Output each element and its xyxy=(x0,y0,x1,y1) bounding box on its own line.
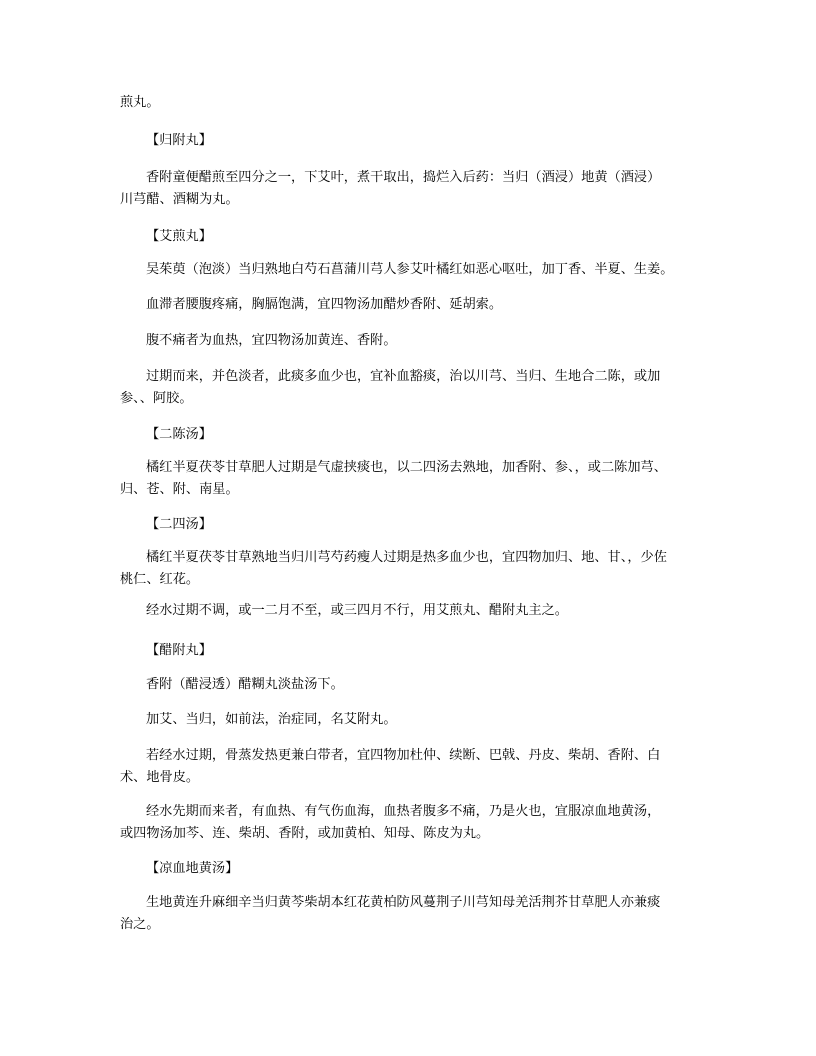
text-line: 参、、阿胶。 xyxy=(120,391,193,406)
text-line: 经水过期不调，或一二月不至，或三四月不行，用艾煎丸、醋附丸主之。 xyxy=(146,603,568,618)
heading-text: 【醋附丸】 xyxy=(146,643,212,658)
text-line: 煎丸。 xyxy=(120,95,160,110)
heading-text: 【凉血地黄汤】 xyxy=(146,861,239,876)
text-line: 过期而来，并色淡者，此痰多血少也，宜补血豁痰，治以川芎、当归、生地合二陈，或加 xyxy=(146,369,661,384)
paragraph xyxy=(120,366,704,410)
paragraph xyxy=(120,92,704,114)
text-line: 治之。 xyxy=(120,917,160,932)
paragraph xyxy=(120,892,704,936)
paragraph xyxy=(120,674,704,696)
heading-text: 【二四汤】 xyxy=(146,517,212,532)
paragraph xyxy=(120,801,704,845)
section-heading xyxy=(120,424,730,446)
text-line: 川芎醋、酒糊为丸。 xyxy=(120,192,239,207)
heading-text: 【二陈汤】 xyxy=(146,427,212,442)
paragraph xyxy=(120,745,704,789)
text-line: 香附（醋浸透）醋糊丸淡盐汤下。 xyxy=(146,677,344,692)
text-line: 橘红半夏茯苓甘草熟地当归川芎芍药瘦人过期是热多血少也，宜四物加归、地、甘、，少佐 xyxy=(146,550,667,565)
section-heading xyxy=(120,226,730,248)
section-heading xyxy=(120,514,730,536)
text-line: 生地黄连升麻细辛当归黄芩柴胡本红花黄柏防风蔓荆子川芎知母羌活荆芥甘草肥人亦兼痰 xyxy=(146,895,661,910)
text-line: 血滞者腰腹疼痛，胸膈饱满，宜四物汤加醋炒香附、延胡索。 xyxy=(146,297,503,312)
text-line: 腹不痛者为血热，宜四物汤加黄连、香附。 xyxy=(146,333,397,348)
paragraph xyxy=(120,259,704,281)
text-line: 橘红半夏茯苓甘草肥人过期是气虚挟痰也，以二四汤去熟地，加香附、参、，或二陈加芎、 xyxy=(146,460,667,475)
text-line: 若经水过期，骨蒸发热更兼白带者，宜四物加杜仲、续断、巴戟、丹皮、柴胡、香附、白 xyxy=(146,748,661,763)
paragraph xyxy=(120,167,704,211)
text-line: 术、地骨皮。 xyxy=(120,770,200,785)
text-line: 归、苍、附、南星。 xyxy=(120,482,239,497)
paragraph xyxy=(120,330,704,352)
section-heading xyxy=(120,858,730,880)
paragraph xyxy=(120,600,704,622)
paragraph xyxy=(120,294,704,316)
heading-text: 【艾煎丸】 xyxy=(146,229,212,244)
text-line: 经水先期而来者，有血热、有气伤血海，血热者腹多不痛，乃是火也，宜服凉血地黄汤， xyxy=(146,804,661,819)
paragraph xyxy=(120,457,704,501)
heading-text: 【归附丸】 xyxy=(146,133,212,148)
paragraph xyxy=(120,709,704,731)
section-heading xyxy=(120,640,730,662)
text-line: 桃仁、红花。 xyxy=(120,572,200,587)
paragraph xyxy=(120,547,704,591)
text-line: 或四物汤加芩、连、柴胡、香附，或加黄柏、知母、陈皮为丸。 xyxy=(120,826,490,841)
section-heading xyxy=(120,130,730,152)
text-line: 吴茱萸（泡淡）当归熟地白芍石菖蒲川芎人参艾叶橘红如恶心呕吐，加丁香、半夏、生姜。 xyxy=(146,262,674,277)
text-line: 香附童便醋煎至四分之一，下艾叶，煮干取出，捣烂入后药：当归（酒浸）地黄（酒浸） xyxy=(146,170,661,185)
text-line: 加艾、当归，如前法，治症同，名艾附丸。 xyxy=(146,712,397,727)
